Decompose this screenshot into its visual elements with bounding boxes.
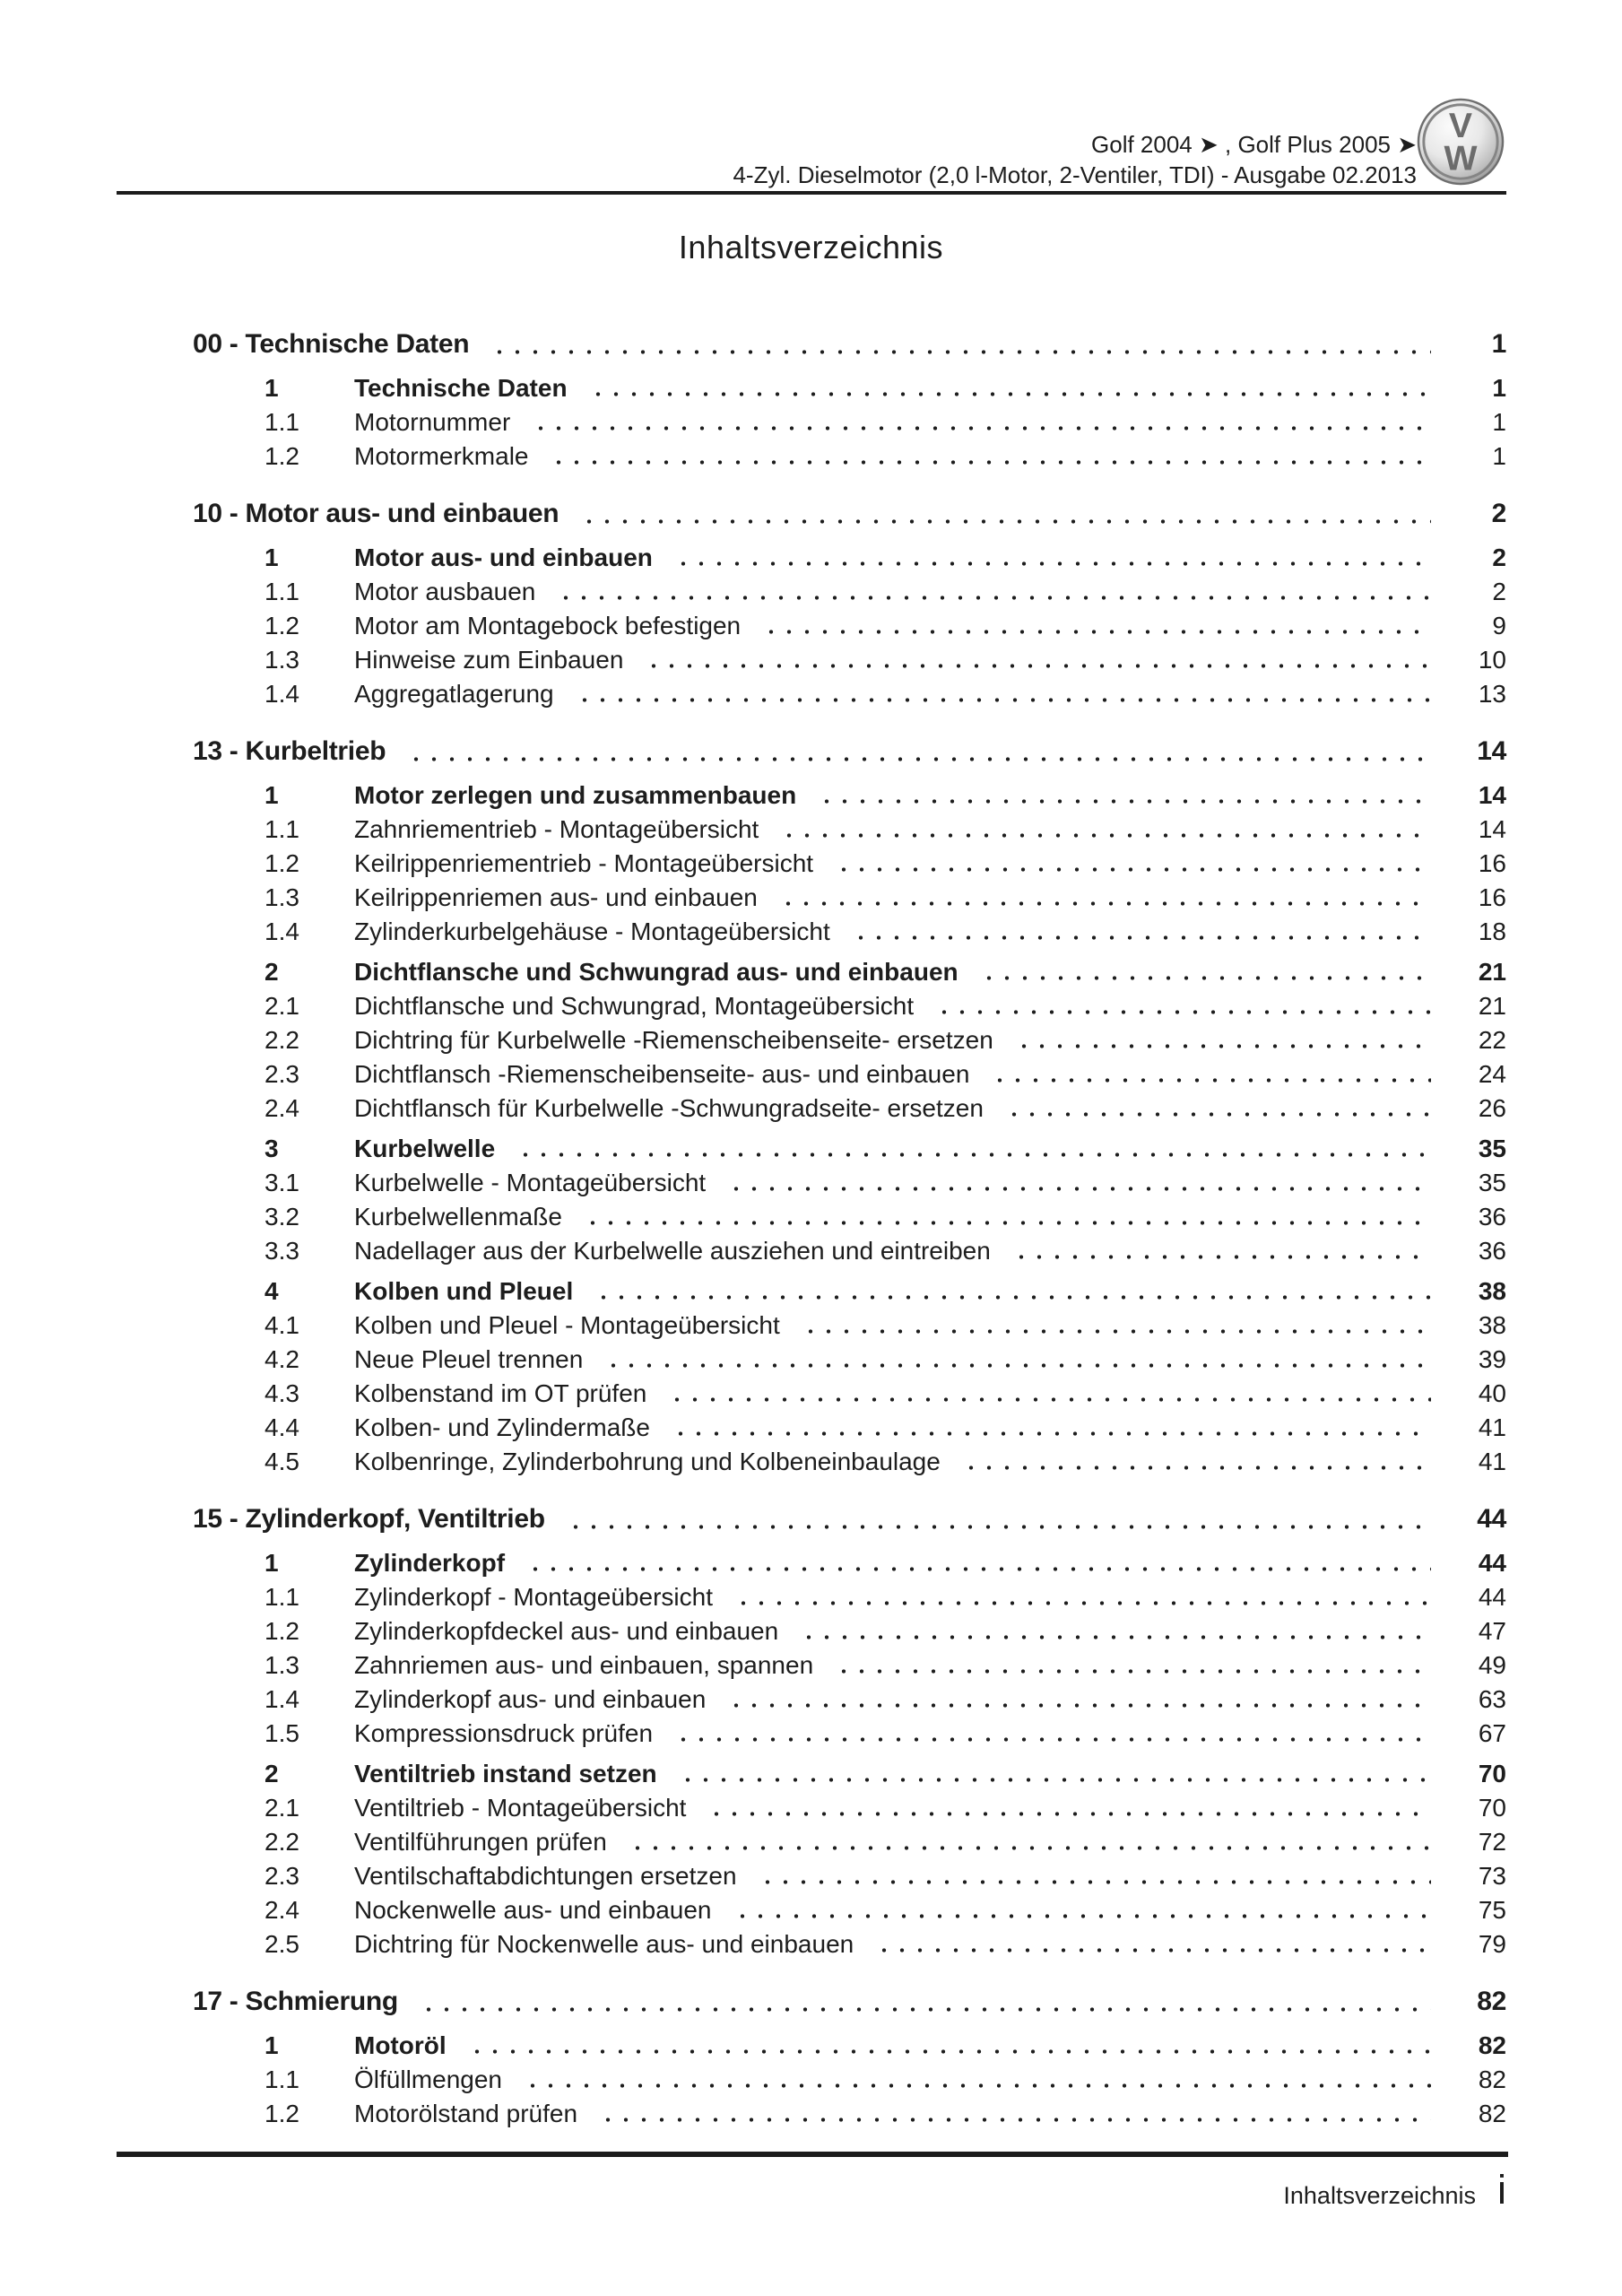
footer-title: Inhaltsverzeichnis <box>1283 2182 1476 2209</box>
toc-entry-page: 16 <box>1478 849 1506 877</box>
dot-leader <box>962 1465 1431 1471</box>
toc-row <box>117 677 1506 711</box>
toc-entry-page: 44 <box>1478 1549 1506 1577</box>
toc-entry-number: 4 <box>265 1277 279 1305</box>
toc-entry-number: 1 <box>265 544 279 571</box>
toc-row <box>117 1132 1506 1166</box>
dot-leader <box>762 629 1431 635</box>
toc-entry-page: 41 <box>1478 1448 1506 1475</box>
toc-entry-page: 35 <box>1478 1135 1506 1162</box>
toc-row <box>117 1234 1506 1268</box>
toc-row <box>117 1274 1506 1309</box>
page-title: Inhaltsverzeichnis <box>678 229 944 265</box>
toc-entry-page: 44 <box>1477 1504 1506 1534</box>
toc-entry-label: 15 - Zylinderkopf, Ventiltrieb <box>193 1504 545 1534</box>
toc-entry-label: Nockenwelle aus- und einbauen <box>354 1896 712 1924</box>
toc-entry-number: 1.2 <box>265 1617 299 1645</box>
toc-entry-page: 24 <box>1478 1060 1506 1088</box>
toc-entry-page: 36 <box>1478 1237 1506 1265</box>
toc-entry-label: Dichtflansche und Schwungrad, Montageübersicht <box>354 992 915 1020</box>
toc-row <box>117 955 1506 989</box>
toc-row <box>117 1200 1506 1234</box>
toc-entry-page: 10 <box>1478 646 1506 674</box>
toc-entry-number: 1.3 <box>265 883 299 911</box>
toc-entry-label: Zahnriementrieb - Montageübersicht <box>354 815 759 843</box>
toc-row <box>117 371 1506 405</box>
toc-entry-number: 2.2 <box>265 1828 299 1856</box>
toc-entry-label: Keilrippenriementrieb - Montageübersicht <box>354 849 814 877</box>
toc-row <box>117 1057 1506 1091</box>
dot-leader <box>1015 1043 1431 1049</box>
toc-entry-page: 70 <box>1478 1760 1506 1787</box>
toc-entry-label: Ventiltrieb - Montageübersicht <box>354 1794 687 1822</box>
dot-leader <box>532 425 1431 431</box>
dot-leader <box>734 1600 1431 1606</box>
toc-entry-number: 4.5 <box>265 1448 299 1475</box>
toc-entry-label: Zahnriemen aus- und einbauen, spannen <box>354 1651 814 1679</box>
toc-row <box>117 439 1506 474</box>
toc-entry-number: 1.1 <box>265 578 299 605</box>
toc-entry-number: 1 <box>265 374 279 402</box>
dot-leader <box>550 459 1431 465</box>
footer <box>1283 2169 1506 2213</box>
dot-leader <box>759 1879 1431 1885</box>
toc-entry-page: 82 <box>1477 1987 1506 2016</box>
toc-entry-page: 63 <box>1478 1685 1506 1713</box>
toc-entry-label: Motor am Montagebock befestigen <box>354 612 742 639</box>
dot-leader <box>733 1913 1432 1919</box>
toc-row <box>117 1614 1506 1648</box>
toc-entry-number: 2 <box>265 1760 279 1787</box>
toc-entry-number: 2.5 <box>265 1930 299 1958</box>
toc-row <box>117 989 1506 1023</box>
dot-leader <box>589 391 1431 397</box>
toc-entry-label: Neue Pleuel trennen <box>354 1345 584 1373</box>
dot-leader <box>490 349 1431 355</box>
toc-entry-page: 1 <box>1492 408 1506 436</box>
toc-entry-page: 14 <box>1478 815 1506 843</box>
dot-leader <box>835 1668 1431 1674</box>
toc-entry-number: 1.4 <box>265 1685 299 1713</box>
toc-entry-number: 2.3 <box>265 1060 299 1088</box>
toc-entry-number: 1.2 <box>265 2100 299 2127</box>
toc-entry-page: 44 <box>1478 1583 1506 1611</box>
toc-entry-label: Aggregatlagerung <box>354 680 554 708</box>
toc-row <box>117 1445 1506 1479</box>
footer-rule <box>117 2152 1508 2157</box>
toc-entry-label: Technische Daten <box>354 374 568 402</box>
toc-entry-page: 70 <box>1478 1794 1506 1822</box>
toc-entry-page: 14 <box>1477 736 1506 766</box>
toc-row <box>117 1859 1506 1893</box>
header-text <box>733 129 1417 190</box>
dot-leader <box>580 518 1431 525</box>
toc-chapter-row <box>117 1981 1506 2022</box>
toc-entry-page: 72 <box>1478 1828 1506 1856</box>
toc-entry-label: Nadellager aus der Kurbelwelle ausziehen und eintreiben <box>354 1237 991 1265</box>
toc-row <box>117 2029 1506 2063</box>
toc-row <box>117 847 1506 881</box>
toc-entry-label: Motornummer <box>354 408 511 436</box>
dot-leader <box>526 1566 1431 1572</box>
toc-row <box>117 778 1506 813</box>
header-rule <box>117 191 1506 195</box>
toc-row <box>117 1683 1506 1717</box>
dot-leader <box>780 832 1431 839</box>
toc-entry-label: Ventilschaftabdichtungen ersetzen <box>354 1862 737 1890</box>
toc-entry-page: 2 <box>1492 544 1506 571</box>
toc-entry-page: 1 <box>1492 442 1506 470</box>
toc-entry-page: 38 <box>1478 1277 1506 1305</box>
toc-entry-page: 47 <box>1478 1617 1506 1645</box>
toc-entry-number: 1.1 <box>265 2066 299 2093</box>
toc-entry-label: Dichtring für Nockenwelle aus- und einbauen <box>354 1930 854 1958</box>
dot-leader <box>727 1702 1431 1709</box>
toc-entry-number: 3.2 <box>265 1203 299 1231</box>
toc-row <box>117 1927 1506 1961</box>
table-of-contents <box>117 304 1506 2131</box>
toc-entry-label: Kolben und Pleuel <box>354 1277 574 1305</box>
dot-leader <box>468 2048 1431 2055</box>
toc-entry-page: 36 <box>1478 1203 1506 1231</box>
toc-entry-number: 1.4 <box>265 680 299 708</box>
toc-row <box>117 915 1506 949</box>
footer-page-number: i <box>1497 2167 1506 2213</box>
toc-entry-label: 13 - Kurbeltrieb <box>193 736 386 766</box>
dot-leader <box>802 1328 1431 1335</box>
toc-entry-number: 2.1 <box>265 1794 299 1822</box>
toc-entry-number: 2.2 <box>265 1026 299 1054</box>
dot-leader <box>980 975 1431 981</box>
toc-entry-number: 1.1 <box>265 408 299 436</box>
toc-row <box>117 1717 1506 1751</box>
dot-leader <box>835 866 1431 873</box>
toc-entry-label: Dichtring für Kurbelwelle -Riemenscheibenseite- ersetzen <box>354 1026 993 1054</box>
toc-chapter-row <box>117 324 1506 365</box>
dot-leader <box>557 595 1431 601</box>
toc-entry-number: 1.2 <box>265 442 299 470</box>
dot-leader <box>779 900 1431 907</box>
toc-row <box>117 2063 1506 2097</box>
toc-entry-page: 75 <box>1478 1896 1506 1924</box>
vw-logo-icon <box>1417 98 1505 186</box>
toc-entry-label: Zylinderkurbelgehäuse - Montageübersicht <box>354 918 830 945</box>
toc-row <box>117 541 1506 575</box>
toc-entry-number: 3.3 <box>265 1237 299 1265</box>
toc-entry-number: 1.3 <box>265 646 299 674</box>
toc-entry-number: 2.4 <box>265 1094 299 1122</box>
toc-entry-label: Kompressionsdruck prüfen <box>354 1719 654 1747</box>
toc-entry-page: 79 <box>1478 1930 1506 1958</box>
toc-entry-label: Kurbelwellenmaße <box>354 1203 562 1231</box>
toc-entry-label: Ventilführungen prüfen <box>354 1828 607 1856</box>
toc-entry-label: Ventiltrieb instand setzen <box>354 1760 657 1787</box>
toc-entry-label: Kolbenstand im OT prüfen <box>354 1379 647 1407</box>
dot-leader <box>707 1811 1431 1817</box>
dot-leader <box>668 1396 1431 1403</box>
toc-entry-page: 67 <box>1478 1719 1506 1747</box>
toc-row <box>117 1757 1506 1791</box>
dot-leader <box>604 1362 1431 1369</box>
svg-text:V: V <box>1448 107 1473 146</box>
toc-entry-number: 1.5 <box>265 1719 299 1747</box>
toc-entry-label: Motor aus- und einbauen <box>354 544 653 571</box>
toc-entry-label: Kurbelwelle - Montageübersicht <box>354 1169 707 1196</box>
toc-row <box>117 1546 1506 1580</box>
toc-row <box>117 1893 1506 1927</box>
toc-entry-number: 2 <box>265 958 279 986</box>
toc-entry-number: 4.2 <box>265 1345 299 1373</box>
toc-entry-label: Ölfüllmengen <box>354 2066 502 2093</box>
toc-entry-label: Motor ausbauen <box>354 578 536 605</box>
toc-entry-page: 1 <box>1492 374 1506 402</box>
toc-entry-label: 00 - Technische Daten <box>193 329 470 359</box>
header-engine-line: 4-Zyl. Dieselmotor (2,0 l-Motor, 2-Ventiler, TDI) - Ausgabe 02.2013 <box>733 161 1417 188</box>
toc-entry-label: Dichtflansch -Riemenscheibenseite- aus- und einbauen <box>354 1060 970 1088</box>
dot-leader <box>645 663 1431 669</box>
toc-entry-label: Dichtflansche und Schwungrad aus- und einbauen <box>354 958 958 986</box>
toc-chapter-row <box>117 493 1506 535</box>
toc-entry-number: 1.3 <box>265 1651 299 1679</box>
header-model-line: Golf 2004 ➤ , Golf Plus 2005 ➤ <box>1091 131 1417 158</box>
dot-leader <box>576 697 1431 703</box>
dot-leader <box>420 2006 1431 2013</box>
dot-leader <box>818 798 1431 804</box>
toc-entry-number: 2.1 <box>265 992 299 1020</box>
toc-entry-number: 4.3 <box>265 1379 299 1407</box>
toc-row <box>117 1309 1506 1343</box>
toc-row <box>117 1791 1506 1825</box>
toc-entry-page: 38 <box>1478 1311 1506 1339</box>
toc-row <box>117 2097 1506 2131</box>
toc-entry-label: Keilrippenriemen aus- und einbauen <box>354 883 758 911</box>
toc-entry-number: 1 <box>265 2031 279 2059</box>
dot-leader <box>727 1186 1431 1192</box>
dot-leader <box>407 756 1431 762</box>
dot-leader <box>516 1152 1431 1158</box>
toc-entry-page: 82 <box>1478 2100 1506 2127</box>
toc-chapter-row <box>117 731 1506 772</box>
toc-entry-number: 1.1 <box>265 815 299 843</box>
toc-entry-page: 73 <box>1478 1862 1506 1890</box>
dot-leader <box>672 1431 1431 1437</box>
toc-entry-number: 1.2 <box>265 612 299 639</box>
toc-entry-label: Hinweise zum Einbauen <box>354 646 624 674</box>
dot-leader <box>594 1294 1431 1300</box>
dot-leader <box>674 561 1431 567</box>
toc-entry-page: 21 <box>1478 992 1506 1020</box>
toc-entry-page: 49 <box>1478 1651 1506 1679</box>
toc-entry-page: 40 <box>1478 1379 1506 1407</box>
svg-text:W: W <box>1444 139 1478 178</box>
toc-entry-page: 9 <box>1492 612 1506 639</box>
dot-leader <box>1012 1254 1431 1260</box>
toc-entry-label: Kurbelwelle <box>354 1135 496 1162</box>
toc-entry-page: 39 <box>1478 1345 1506 1373</box>
dot-leader <box>800 1634 1431 1640</box>
dot-leader <box>1005 1111 1431 1118</box>
toc-entry-number: 3 <box>265 1135 279 1162</box>
toc-entry-page: 82 <box>1478 2031 1506 2059</box>
toc-entry-page: 2 <box>1491 499 1506 528</box>
toc-row <box>117 609 1506 643</box>
toc-entry-number: 2.4 <box>265 1896 299 1924</box>
dot-leader <box>935 1009 1431 1015</box>
dot-leader <box>524 2083 1431 2089</box>
toc-entry-page: 18 <box>1478 918 1506 945</box>
toc-entry-page: 26 <box>1478 1094 1506 1122</box>
toc-row <box>117 1648 1506 1683</box>
toc-row <box>117 881 1506 915</box>
toc-entry-page: 21 <box>1478 958 1506 986</box>
toc-entry-label: Kolben- und Zylindermaße <box>354 1413 650 1441</box>
toc-entry-number: 4.4 <box>265 1413 299 1441</box>
toc-row <box>117 1091 1506 1126</box>
toc-entry-label: 10 - Motor aus- und einbauen <box>193 499 559 528</box>
toc-row <box>117 1825 1506 1859</box>
dot-leader <box>991 1077 1431 1083</box>
toc-entry-label: Zylinderkopf <box>354 1549 506 1577</box>
dot-leader <box>629 1845 1431 1851</box>
dot-leader <box>674 1736 1431 1743</box>
dot-leader <box>679 1777 1431 1783</box>
toc-entry-page: 13 <box>1478 680 1506 708</box>
toc-row <box>117 405 1506 439</box>
dot-leader <box>584 1220 1431 1226</box>
toc-entry-label: Kolbenringe, Zylinderbohrung und Kolbeneinbaulage <box>354 1448 941 1475</box>
toc-entry-number: 1.4 <box>265 918 299 945</box>
toc-row <box>117 1166 1506 1200</box>
dot-leader <box>599 2117 1431 2123</box>
toc-entry-number: 1 <box>265 781 279 809</box>
toc-entry-label: Motor zerlegen und zusammenbauen <box>354 781 797 809</box>
toc-row <box>117 643 1506 677</box>
toc-entry-page: 16 <box>1478 883 1506 911</box>
toc-entry-page: 1 <box>1491 329 1506 359</box>
toc-row <box>117 1411 1506 1445</box>
dot-leader <box>875 1947 1431 1953</box>
toc-chapter-row <box>117 1499 1506 1540</box>
toc-entry-number: 1.2 <box>265 849 299 877</box>
toc-entry-label: Zylinderkopfdeckel aus- und einbauen <box>354 1617 779 1645</box>
toc-row <box>117 1023 1506 1057</box>
toc-entry-label: Motoröl <box>354 2031 447 2059</box>
toc-entry-page: 82 <box>1478 2066 1506 2093</box>
toc-row <box>117 1580 1506 1614</box>
toc-entry-label: Motorölstand prüfen <box>354 2100 578 2127</box>
toc-entry-label: Zylinderkopf - Montageübersicht <box>354 1583 713 1611</box>
toc-entry-page: 2 <box>1492 578 1506 605</box>
toc-entry-page: 22 <box>1478 1026 1506 1054</box>
toc-row <box>117 575 1506 609</box>
dot-leader <box>567 1524 1431 1530</box>
toc-entry-number: 2.3 <box>265 1862 299 1890</box>
toc-entry-page: 35 <box>1478 1169 1506 1196</box>
toc-row <box>117 1377 1506 1411</box>
toc-entry-number: 1.1 <box>265 1583 299 1611</box>
toc-entry-page: 41 <box>1478 1413 1506 1441</box>
toc-entry-number: 4.1 <box>265 1311 299 1339</box>
toc-entry-label: Zylinderkopf aus- und einbauen <box>354 1685 707 1713</box>
toc-entry-label: Dichtflansch für Kurbelwelle -Schwungradseite- ersetzen <box>354 1094 984 1122</box>
toc-entry-number: 3.1 <box>265 1169 299 1196</box>
toc-entry-label: 17 - Schmierung <box>193 1987 398 2016</box>
toc-entry-label: Motormerkmale <box>354 442 529 470</box>
toc-entry-number: 1 <box>265 1549 279 1577</box>
dot-leader <box>852 935 1431 941</box>
toc-row <box>117 813 1506 847</box>
toc-entry-page: 14 <box>1478 781 1506 809</box>
toc-entry-label: Kolben und Pleuel - Montageübersicht <box>354 1311 780 1339</box>
toc-row <box>117 1343 1506 1377</box>
